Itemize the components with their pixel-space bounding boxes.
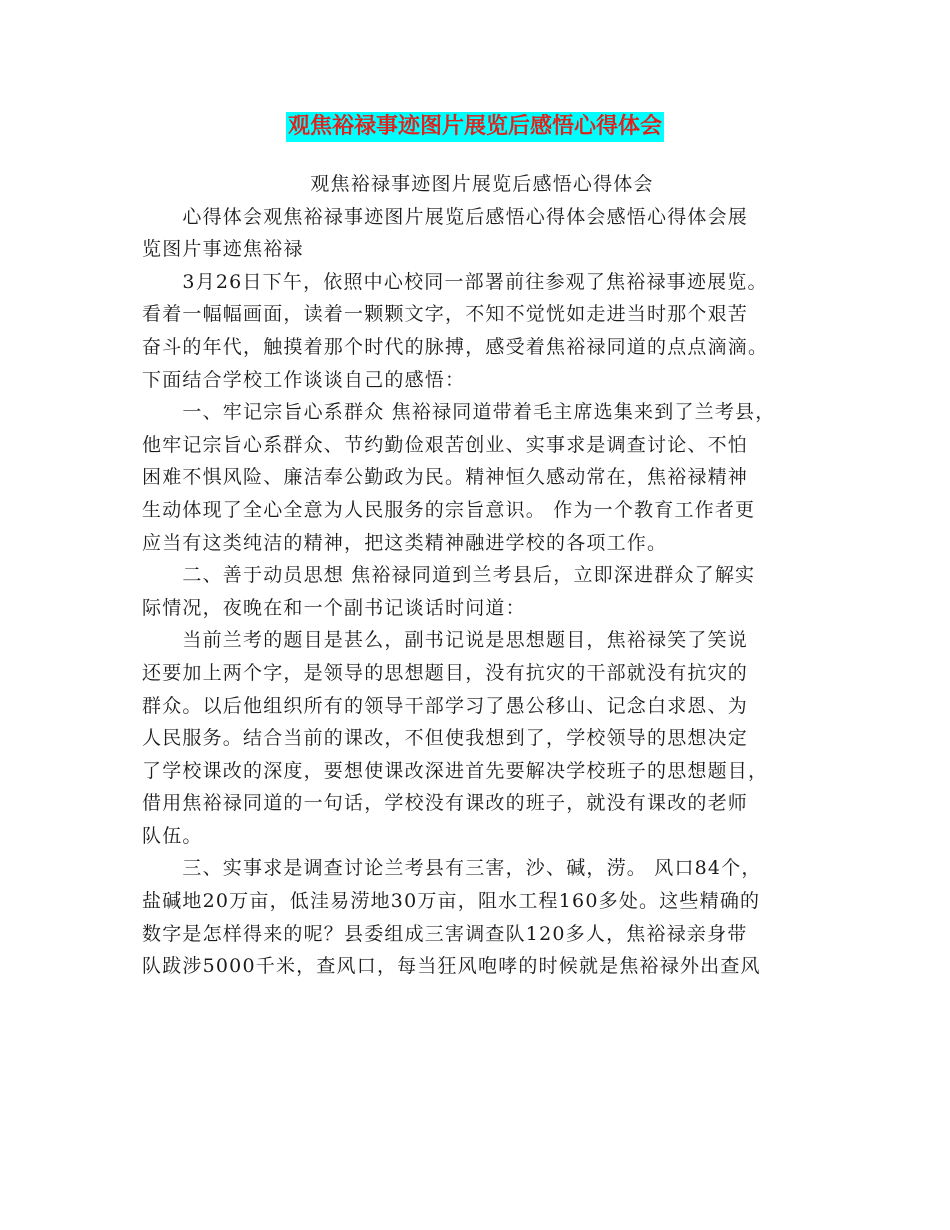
paragraph-line: 下面结合学校工作谈谈自己的感悟： xyxy=(142,368,466,391)
paragraph-line: 队跋涉5000千米，查风口，每当狂风咆哮的时候就是焦裕禄外出查风 xyxy=(142,955,761,978)
paragraph-line: 心得体会观焦裕禄事迹图片展览后感悟心得体会感悟心得体会展 xyxy=(142,205,749,228)
paragraph-line: 盐碱地20万亩，低洼易涝地30万亩，阻水工程160多处。这些精确的 xyxy=(142,890,761,913)
title-container xyxy=(0,112,950,142)
paragraph-line: 人民服务。结合当前的课改，不但使我想到了，学校领导的思想决定 xyxy=(142,727,749,750)
paragraph-line: 三、实事求是调查讨论兰考县有三害，沙、碱，涝。 风口84个， xyxy=(142,857,762,880)
paragraph-line: 看着一幅幅画面，读着一颗颗文字，不知不觉恍如走进当时那个艰苦 xyxy=(142,303,749,326)
paragraph-line: 当前兰考的题目是甚么，副书记说是思想题目，焦裕禄笑了笑说 xyxy=(142,629,749,652)
paragraph-line: 生动体现了全心全意为人民服务的宗旨意识。 作为一个教育工作者更 xyxy=(142,498,756,521)
document-body xyxy=(142,168,822,983)
paragraph-line: 览图片事迹焦裕禄 xyxy=(142,238,304,261)
paragraph-line: 数字是怎样得来的呢？县委组成三害调查队120多人，焦裕禄亲身带 xyxy=(142,922,748,945)
paragraph-line: 应当有这类纯洁的精神，把这类精神融进学校的各项工作。 xyxy=(142,531,668,554)
paragraph-line: 3月26日下午，依照中心校同一部署前往参观了焦裕禄事迹展览。 xyxy=(142,270,768,293)
paragraph-line: 奋斗的年代，触摸着那个时代的脉搏，感受着焦裕禄同道的点点滴滴。 xyxy=(142,335,769,358)
paragraph-line: 二、善于动员思想 焦裕禄同道到兰考县后，立即深进群众了解实 xyxy=(142,564,756,587)
paragraph-line: 了学校课改的深度，要想使课改深进首先要解决学校班子的思想题目， xyxy=(142,759,769,782)
paragraph-line: 群众。以后他组织所有的领导干部学习了愚公移山、记念白求恩、为 xyxy=(142,694,749,717)
paragraph-line: 队伍。 xyxy=(142,824,203,847)
document-title: 观焦裕禄事迹图片展览后感悟心得体会 xyxy=(286,112,664,142)
paragraph-line: 际情况，夜晚在和一个副书记谈话时问道： xyxy=(142,596,526,619)
document-subtitle: 观焦裕禄事迹图片展览后感悟心得体会 xyxy=(310,173,654,195)
paragraph-line: 困难不惧风险、廉洁奉公勤政为民。精神恒久感动常在，焦裕禄精神 xyxy=(142,466,749,489)
paragraph-line: 借用焦裕禄同道的一句话，学校没有课改的班子，就没有课改的老师 xyxy=(142,792,749,815)
paragraph-line: 还要加上两个字，是领导的思想题目，没有抗灾的干部就没有抗灾的 xyxy=(142,661,749,684)
paragraph-line: 他牢记宗旨心系群众、节约勤俭艰苦创业、实事求是调查讨论、不怕 xyxy=(142,433,749,456)
paragraph-line: 一、牢记宗旨心系群众 焦裕禄同道带着毛主席选集来到了兰考县， xyxy=(142,401,776,424)
